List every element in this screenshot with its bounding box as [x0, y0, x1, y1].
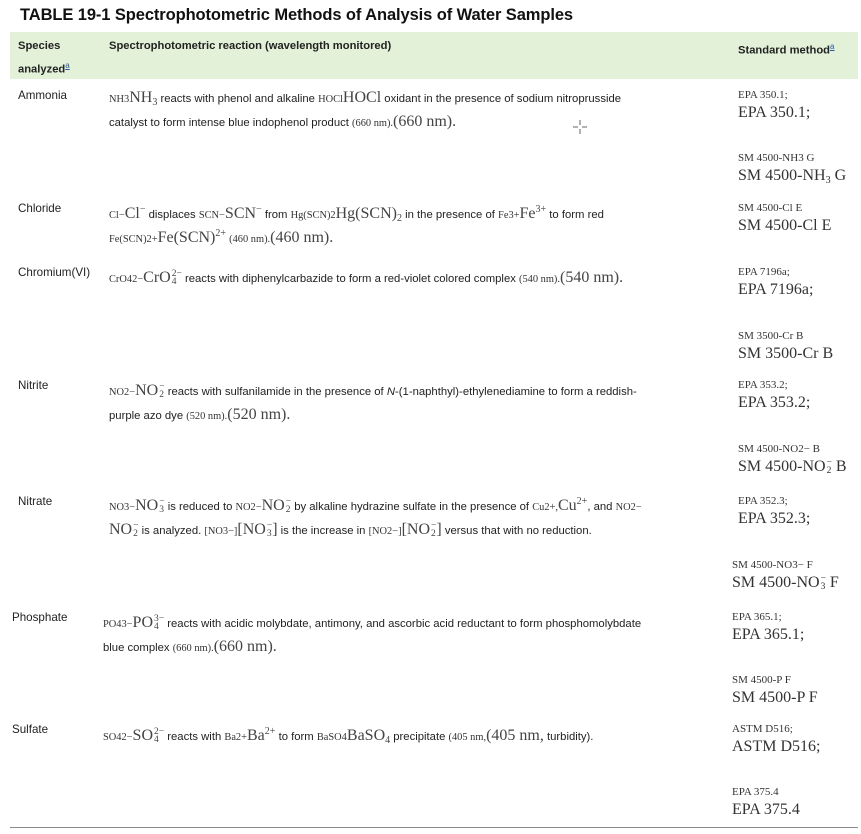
standard-ammonia-1-text: EPA 350.1;: [738, 89, 788, 101]
standard-phosphate-2-text: SM 4500-P F: [732, 674, 791, 686]
species-ammonia: Ammonia: [18, 89, 67, 102]
species-nitrate: Nitrate: [18, 495, 53, 508]
standard-nitrate-1: EPA 352.3;: [738, 510, 811, 527]
standard-phosphate-1: EPA 365.1;: [732, 626, 805, 643]
reaction-phosphate: PO43−PO 3− 4 reacts with acidic molybdate, antimony, and ascorbic acid reductant to form phosphomolybdate blue complex (660 nm).(660 nm).: [103, 614, 642, 655]
header-reaction: Spectrophotometric reaction (wavelength monitored): [109, 40, 392, 52]
reaction-chloride: Cl−Cl− displaces SCN−SCN− from $Hg(SCN)2Hg(SCN)_2$ in the presence of $Fe3+Fe^{3+}$ to form red Fe(SCN)2+Fe(SCN)$^{2+}$ (460 nm).(460 nm).: [109, 204, 604, 246]
standard-nitrate-2-text: SM 4500-NO3− F: [732, 559, 813, 571]
crosshair-cursor-icon: [573, 120, 587, 134]
standard-chromium-1-text: EPA 7196a;: [738, 266, 790, 278]
species-sulfate: Sulfate: [12, 723, 49, 736]
standard-chloride: SM 4500-Cl E: [738, 217, 832, 234]
standard-ammonia-2-text: SM 4500-NH3 G: [738, 152, 815, 164]
species-phosphate: Phosphate: [12, 611, 68, 624]
standard-phosphate-1-text: EPA 365.1;: [732, 611, 782, 623]
species-nitrite: Nitrite: [18, 379, 49, 392]
standard-sulfate-1-text: ASTM D516;: [732, 723, 793, 735]
reaction-chromium: CrO42−CrO 2− 4 reacts with diphenylcarbazide to form a red-violet colored complex (540 nm).(540 nm).: [109, 269, 624, 288]
reaction-nitrate: NO3−NO − 3 is reduced to NO2−NO − 2 by alkaline hydrazine sulfate in the presence of $Cu2+,Cu^{2+}$, and NO2− NO − 2 is analyzed. [NO3−][NO − 3 ] is the increase in [NO2−][NO − 2 ] versus that with no reduction.: [109, 496, 642, 540]
standard-nitrate-1-text: EPA 352.3;: [738, 495, 788, 507]
reaction-nitrite: NO2−NO − 2 reacts with sulfanilamide in the presence of N-(1-naphthyl)-ethylenediamine to form a reddish- purple azo dye (520 nm).(520 nm).: [109, 382, 637, 423]
header-standard: Standard method$^a$: [738, 42, 835, 57]
standard-nitrite-1-text: EPA 353.2;: [738, 379, 788, 391]
standard-nitrate-2: SM 4500-NO − 3 F: [732, 574, 839, 593]
reaction-ammonia: $NH3NH_3$ reacts with phenol and alkaline HOClHOCl oxidant in the presence of sodium nitroprusside catalyst to form intense blue indophenol product (660 nm).(660 nm).: [109, 89, 622, 130]
table-title: TABLE 19-1 Spectrophotometric Methods of Analysis of Water Samples: [20, 6, 573, 24]
species-chromium: Chromium(VI): [18, 266, 91, 279]
standard-sulfate-2: EPA 375.4: [732, 801, 800, 818]
standard-phosphate-2: SM 4500-P F: [732, 689, 818, 706]
standard-ammonia-2: SM $4500-NH_3$ G: [738, 167, 847, 186]
table-bottom-rule: [10, 827, 858, 828]
reaction-sulfate: SO42−SO 2− 4 reacts with $Ba2+Ba^{2+}$ to form BaSO4BaSO$_4$ precipitate (405 nm,(405 nm, turbidity).: [103, 726, 594, 746]
standard-chromium-1: EPA 7196a;: [738, 281, 814, 298]
standard-nitrite-1: EPA 353.2;: [738, 394, 811, 411]
species-chloride: Chloride: [18, 202, 62, 215]
standard-nitrite-2-text: SM 4500-NO2− B: [738, 443, 820, 455]
standard-chromium-2: SM 3500-Cr B: [738, 345, 834, 362]
standard-nitrite-2: SM 4500-NO − 2 B: [738, 458, 847, 477]
standard-chloride-text: SM 4500-Cl E: [738, 202, 803, 214]
footnote-link[interactable]: a: [65, 61, 70, 70]
standard-chromium-2-text: SM 3500-Cr B: [738, 330, 804, 342]
standard-sulfate-1: ASTM D516;: [732, 738, 821, 755]
standard-ammonia-1: EPA 350.1;: [738, 104, 811, 121]
header-species: Species analyzed$^a$: [18, 40, 70, 76]
standard-sulfate-2-text: EPA 375.4: [732, 786, 779, 798]
table-header: [10, 32, 858, 79]
footnote-link[interactable]: a: [830, 42, 835, 51]
